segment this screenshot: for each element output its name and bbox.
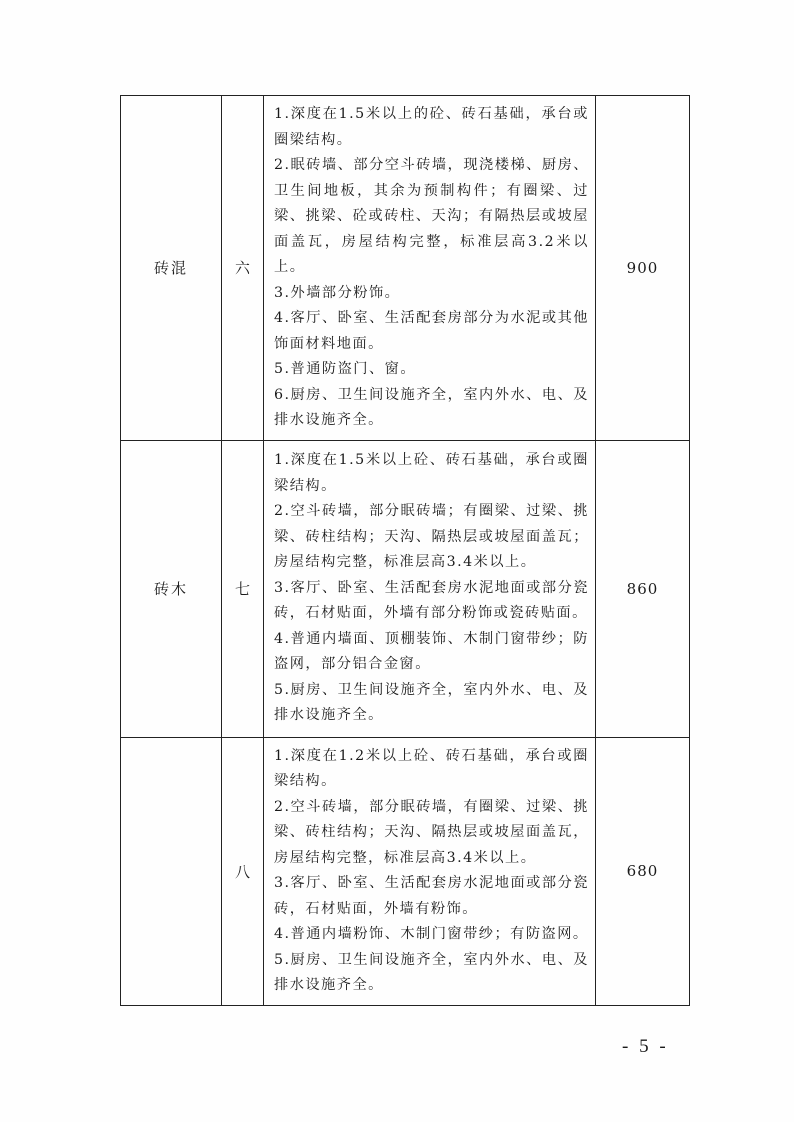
description-item: 5.普通防盗门、窗。 (274, 361, 417, 377)
grade-cell: 八 (222, 737, 264, 1005)
grade-cell: 六 (222, 96, 264, 441)
price-cell: 680 (596, 737, 690, 1005)
description-item: 5.厨房、卫生间设施齐全，室内外水、电、及排水设施齐全。 (274, 681, 589, 724)
table-row (121, 96, 690, 441)
description-item: 3.客厅、卧室、生活配套房水泥地面或部分瓷砖，石材贴面，外墙有粉饰。 (274, 875, 589, 917)
description-cell (264, 96, 596, 441)
description-item: 4.客厅、卧室、生活配套房部分为水泥或其他饰面材料地面。 (274, 310, 589, 352)
page-number: - 5 - (622, 1036, 669, 1057)
description-cell (264, 737, 596, 1005)
structure-cell: 砖混 (121, 96, 222, 441)
housing-standard-table (120, 95, 690, 1006)
description-item: 3.外墙部分粉饰。 (274, 284, 401, 301)
description-item: 1.深度在1.5米以上的砼、砖石基础，承台或圈梁结构。 (274, 106, 589, 148)
description-item: 3.客厅、卧室、生活配套房水泥地面或部分瓷砖，石材贴面，外墙有部分粉饰或瓷砖贴面。 (274, 579, 589, 622)
description-item: 2.空斗砖墙，部分眠砖墙，有圈梁、过梁、挑梁、砖柱结构；天沟、隔热层或坡屋面盖瓦，房屋结构完整，标准层高3.4米以上。 (274, 798, 589, 866)
description-cell (264, 440, 596, 737)
table-row (121, 440, 690, 737)
description-item: 5.厨房、卫生间设施齐全，室内外水、电、及排水设施齐全。 (274, 951, 589, 993)
structure-cell (121, 737, 222, 1005)
description-item: 2.眠砖墙、部分空斗砖墙，现浇楼梯、厨房、卫生间地板，其余为预制构件；有圈梁、过梁、挑梁、砼或砖柱、天沟；有隔热层或坡屋面盖瓦，房屋结构完整，标准层高3.2米以上。 (274, 157, 589, 275)
description-item: 4.普通内墙粉饰、木制门窗带纱；有防盗网。 (274, 926, 589, 942)
grade-cell: 七 (222, 440, 264, 737)
description-item: 6.厨房、卫生间设施齐全，室内外水、电、及排水设施齐全。 (274, 386, 589, 428)
description-item: 4.普通内墙面、顶棚装饰、木制门窗带纱；防盗网，部分铝合金窗。 (274, 630, 589, 673)
structure-cell: 砖木 (121, 440, 222, 737)
table-row (121, 737, 690, 1005)
description-item: 1.深度在1.2米以上砼、砖石基础，承台或圈梁结构。 (274, 747, 589, 789)
description-item: 1.深度在1.5米以上砼、砖石基础，承台或圈梁结构。 (274, 452, 589, 494)
price-cell: 860 (596, 440, 690, 737)
description-item: 2.空斗砖墙，部分眠砖墙；有圈梁、过梁、挑梁、砖柱结构；天沟、隔热层或坡屋面盖瓦；房屋结构完整，标准层高3.4米以上。 (274, 503, 589, 571)
price-cell: 900 (596, 96, 690, 441)
